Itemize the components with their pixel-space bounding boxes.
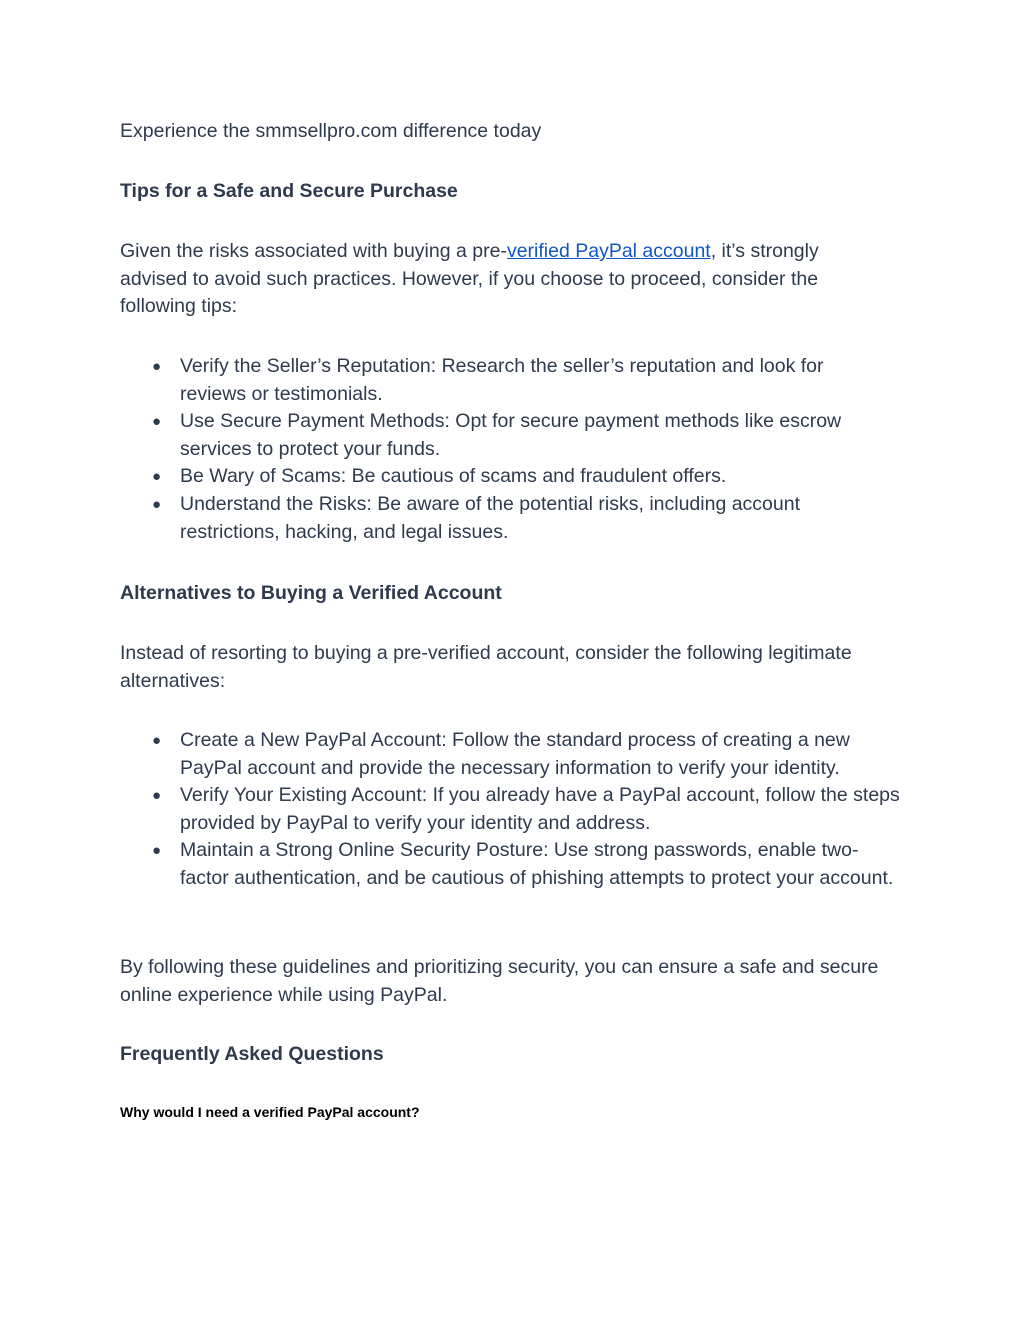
list-item [152, 408, 895, 463]
tips-list [152, 353, 895, 546]
tips-intro-paragraph [120, 238, 850, 321]
bullet-icon: ● [152, 358, 162, 375]
alternatives-intro-text: Instead of resorting to buying a pre-verified account, consider the following legitimate alternatives: [120, 642, 852, 692]
list-item [152, 491, 895, 546]
tips-intro-text-before: Given the risks associated with buying a pre- [120, 240, 507, 262]
list-item-text: Verify Your Existing Account: If you already have a PayPal account, follow the steps provided by PayPal to verify your identity and address. [180, 784, 900, 834]
verified-paypal-account-link[interactable]: verified PayPal account [506, 240, 711, 262]
bullet-icon: ● [152, 495, 162, 513]
list-item [152, 782, 905, 837]
tips-heading: Tips for a Safe and Secure Purchase [120, 180, 458, 202]
faq-question-heading: Why would I need a verified PayPal account? [120, 1104, 420, 1120]
faq-heading: Frequently Asked Questions [120, 1043, 384, 1065]
list-item [152, 463, 895, 491]
list-item [152, 837, 905, 892]
bullet-icon: ● [152, 787, 162, 805]
list-item-text: Maintain a Strong Online Security Posture: Use strong passwords, enable two-factor authentication, and be cautious of phishing attempts to protect your account. [180, 839, 894, 889]
alternatives-list [152, 727, 905, 893]
bullet-icon: ● [152, 468, 162, 486]
list-item [152, 727, 905, 782]
list-item-text: Create a New PayPal Account: Follow the standard process of creating a new PayPal account and provide the necessary information to verify your identity. [180, 729, 850, 779]
list-item-text: Verify the Seller’s Reputation: Research the seller’s reputation and look for reviews or testimonials. [180, 355, 824, 405]
list-item-text: Understand the Risks: Be aware of the potential risks, including account restrictions, hacking, and legal issues. [180, 492, 801, 543]
tips-intro-text-after: , it’s strongly advised to avoid such practices. However, if you choose to proceed, consider the following tips: [120, 240, 819, 318]
list-item-text: Use Secure Payment Methods: Opt for secure payment methods like escrow services to protect your funds. [180, 410, 842, 460]
bullet-icon: ● [152, 842, 162, 860]
bullet-icon: ● [152, 732, 162, 749]
intro-text: Experience the smmsellpro.com difference today [120, 120, 542, 142]
list-item [152, 353, 895, 408]
bullet-icon: ● [152, 413, 162, 431]
alternatives-heading: Alternatives to Buying a Verified Account [120, 582, 502, 604]
list-item-text: Be Wary of Scams: Be cautious of scams and fraudulent offers. [180, 465, 727, 488]
alternatives-conclusion-text: By following these guidelines and prioritizing security, you can ensure a safe and secure online experience while using PayPal. [120, 956, 879, 1006]
